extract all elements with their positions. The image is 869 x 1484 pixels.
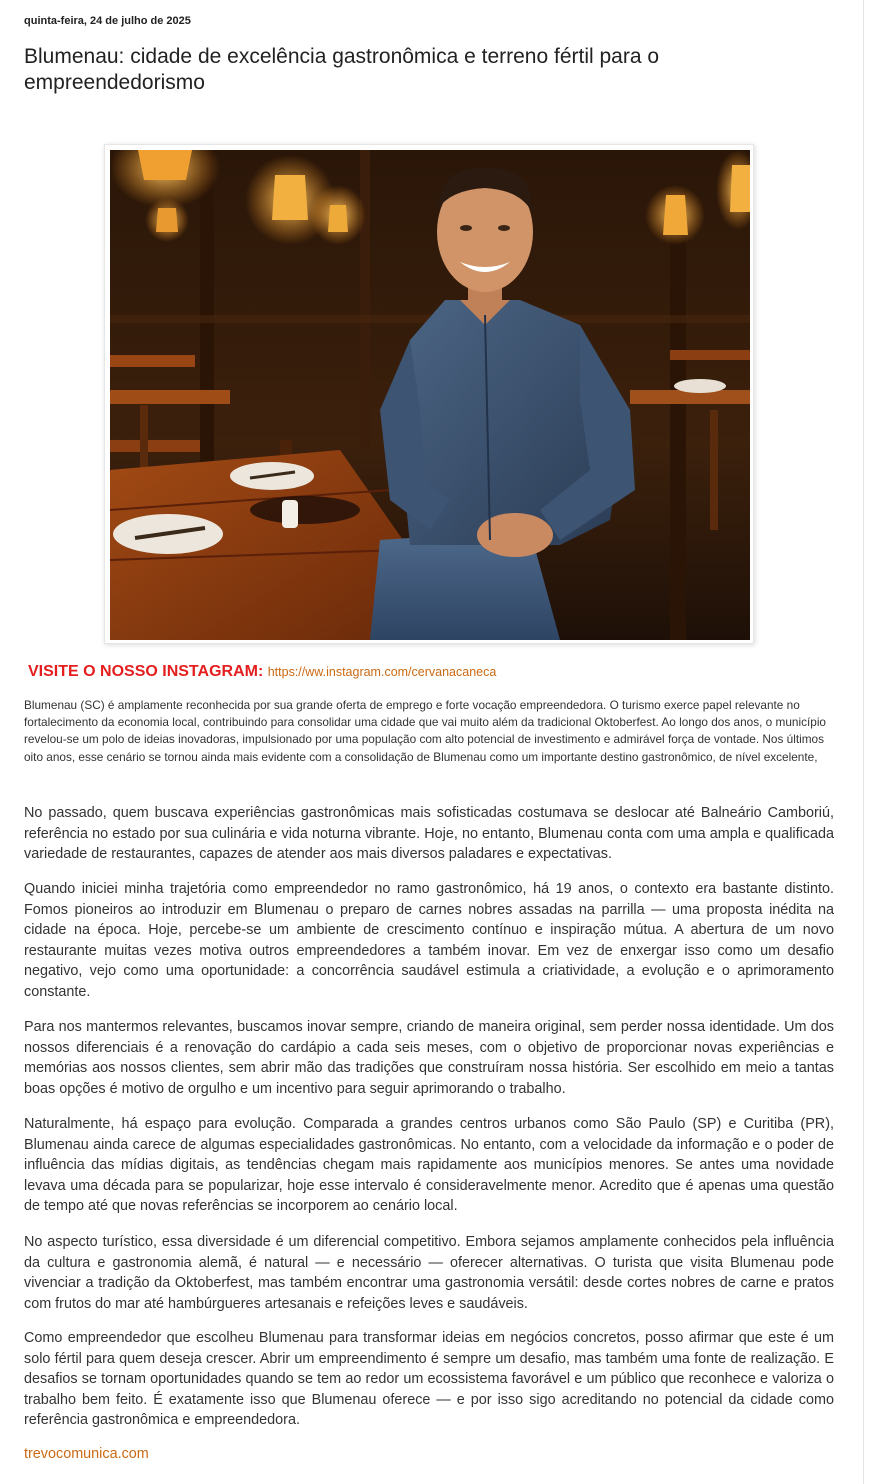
instagram-promo xyxy=(28,663,496,681)
post-photo[interactable] xyxy=(104,144,754,644)
intro-paragraph: Blumenau (SC) é amplamente reconhecida por sua grande oferta de emprego e forte vocação empreendedora. O turismo exerce papel relevante no fortalecimento da economia local, contribuindo para consolidar uma cidade que vai muito além da tradicional Oktoberfest. Ao longo dos anos, o município revelou-se um polo de ideias inovadoras, impulsionado por uma população com alto potencial de investimento e admirável força de vontade. Nos últimos oito anos, esse cenário se tornou ainda mais evidente com a consolidação de Blumenau como um importante destino gastronômico, de nível excelente, xyxy=(24,698,826,764)
instagram-link[interactable]: https://ww.instagram.com/cervanacaneca xyxy=(267,665,497,679)
body-paragraph: No passado, quem buscava experiências gastronômicas mais sofisticadas costumava se deslocar até Balneário Camboriú, referência no estado por sua culinária e vida noturna vibrante. Hoje, no entanto, Blumenau conta com uma ampla e qualificada variedade de restaurantes, capazes de atender aos mais diversos paladares e expectativas. xyxy=(24,805,834,863)
body-paragraph: Quando iniciei minha trajetória como empreendedor no ramo gastronômico, há 19 anos, o contexto era bastante distinto. Fomos pioneiros ao introduzir em Blumenau o preparo de carnes nobres assadas na parrilla — uma proposta inédita na cidade na época. Hoje, percebe-se um ambiente de crescimento contínuo e inspiração mútua. A abertura de um novo restaurante muitas vezes motiva outros empreendedores a também inovar. Em vez de enxergar isso como um desafio negativo, vejo como uma oportunidade: a concorrência saudável estimula a criatividade, a evolução e o aprimoramento constante. xyxy=(24,881,834,1000)
body-paragraph: Para nos mantermos relevantes, buscamos inovar sempre, criando de maneira original, sem perder nossa identidade. Um dos nossos diferenciais é a renovação do cardápio a cada seis meses, com o objetivo de proporcionar novas experiências e memórias aos nossos clientes, sem abrir mão das tradições que construíram nossa história. Ser escolhido em meio a tantas boas opções é motivo de orgulho e um incentivo para seguir aprimorando o trabalho. xyxy=(24,1019,834,1097)
restaurant-portrait-image xyxy=(110,150,750,640)
body-paragraph: Naturalmente, há espaço para evolução. Comparada a grandes centros urbanos como São Paulo (SP) e Curitiba (PR), Blumenau ainda carece de algumas especialidades gastronômicas. No entanto, com a velocidade da informação e o poder de influência das mídias digitais, as tendências chegam mais rapidamente aos municípios menores. Se antes uma novidade levava uma década para se popularizar, hoje esse intervalo é consideravelmente menor. Acredito que é apenas uma questão de tempo até que novas referências se incorporem ao cenário local. xyxy=(24,1116,834,1215)
source-link[interactable]: trevocomunica.com xyxy=(24,1446,149,1462)
body-paragraph: Como empreendedor que escolheu Blumenau para transformar ideias em negócios concretos, posso afirmar que este é um solo fértil para quem deseja crescer. Abrir um empreendimento é sempre um desafio, mas também uma fonte de realização. E desafios se tornam oportunidades quando se tem ao redor um ecossistema favorável e um público que reconhece e valoriza o trabalho bem feito. É exatamente isso que Blumenau oferece — e por isso sigo acreditando no potencial da cidade como referência gastronômica e empreendedora. xyxy=(24,1330,834,1429)
body-paragraph: No aspecto turístico, essa diversidade é um diferencial competitivo. Embora sejamos amplamente conhecidos pela influência da cultura e gastronomia alemã, é natural — e necessário — oferecer alternativas. O turista que visita Blumenau pode vivenciar a tradição da Oktoberfest, mas também encontrar uma gastronomia versátil: desde cortes nobres de carne e pratos com frutos do mar até hambúrgueres artesanais e refeições leves e saudáveis. xyxy=(24,1234,834,1312)
post-date: quinta-feira, 24 de julho de 2025 xyxy=(24,15,191,27)
instagram-label: VISITE O NOSSO INSTAGRAM: xyxy=(28,663,264,680)
post-title: Blumenau: cidade de excelência gastronômica e terreno fértil para o empreendedorismo xyxy=(24,45,660,94)
sidebar-divider xyxy=(863,0,864,1484)
